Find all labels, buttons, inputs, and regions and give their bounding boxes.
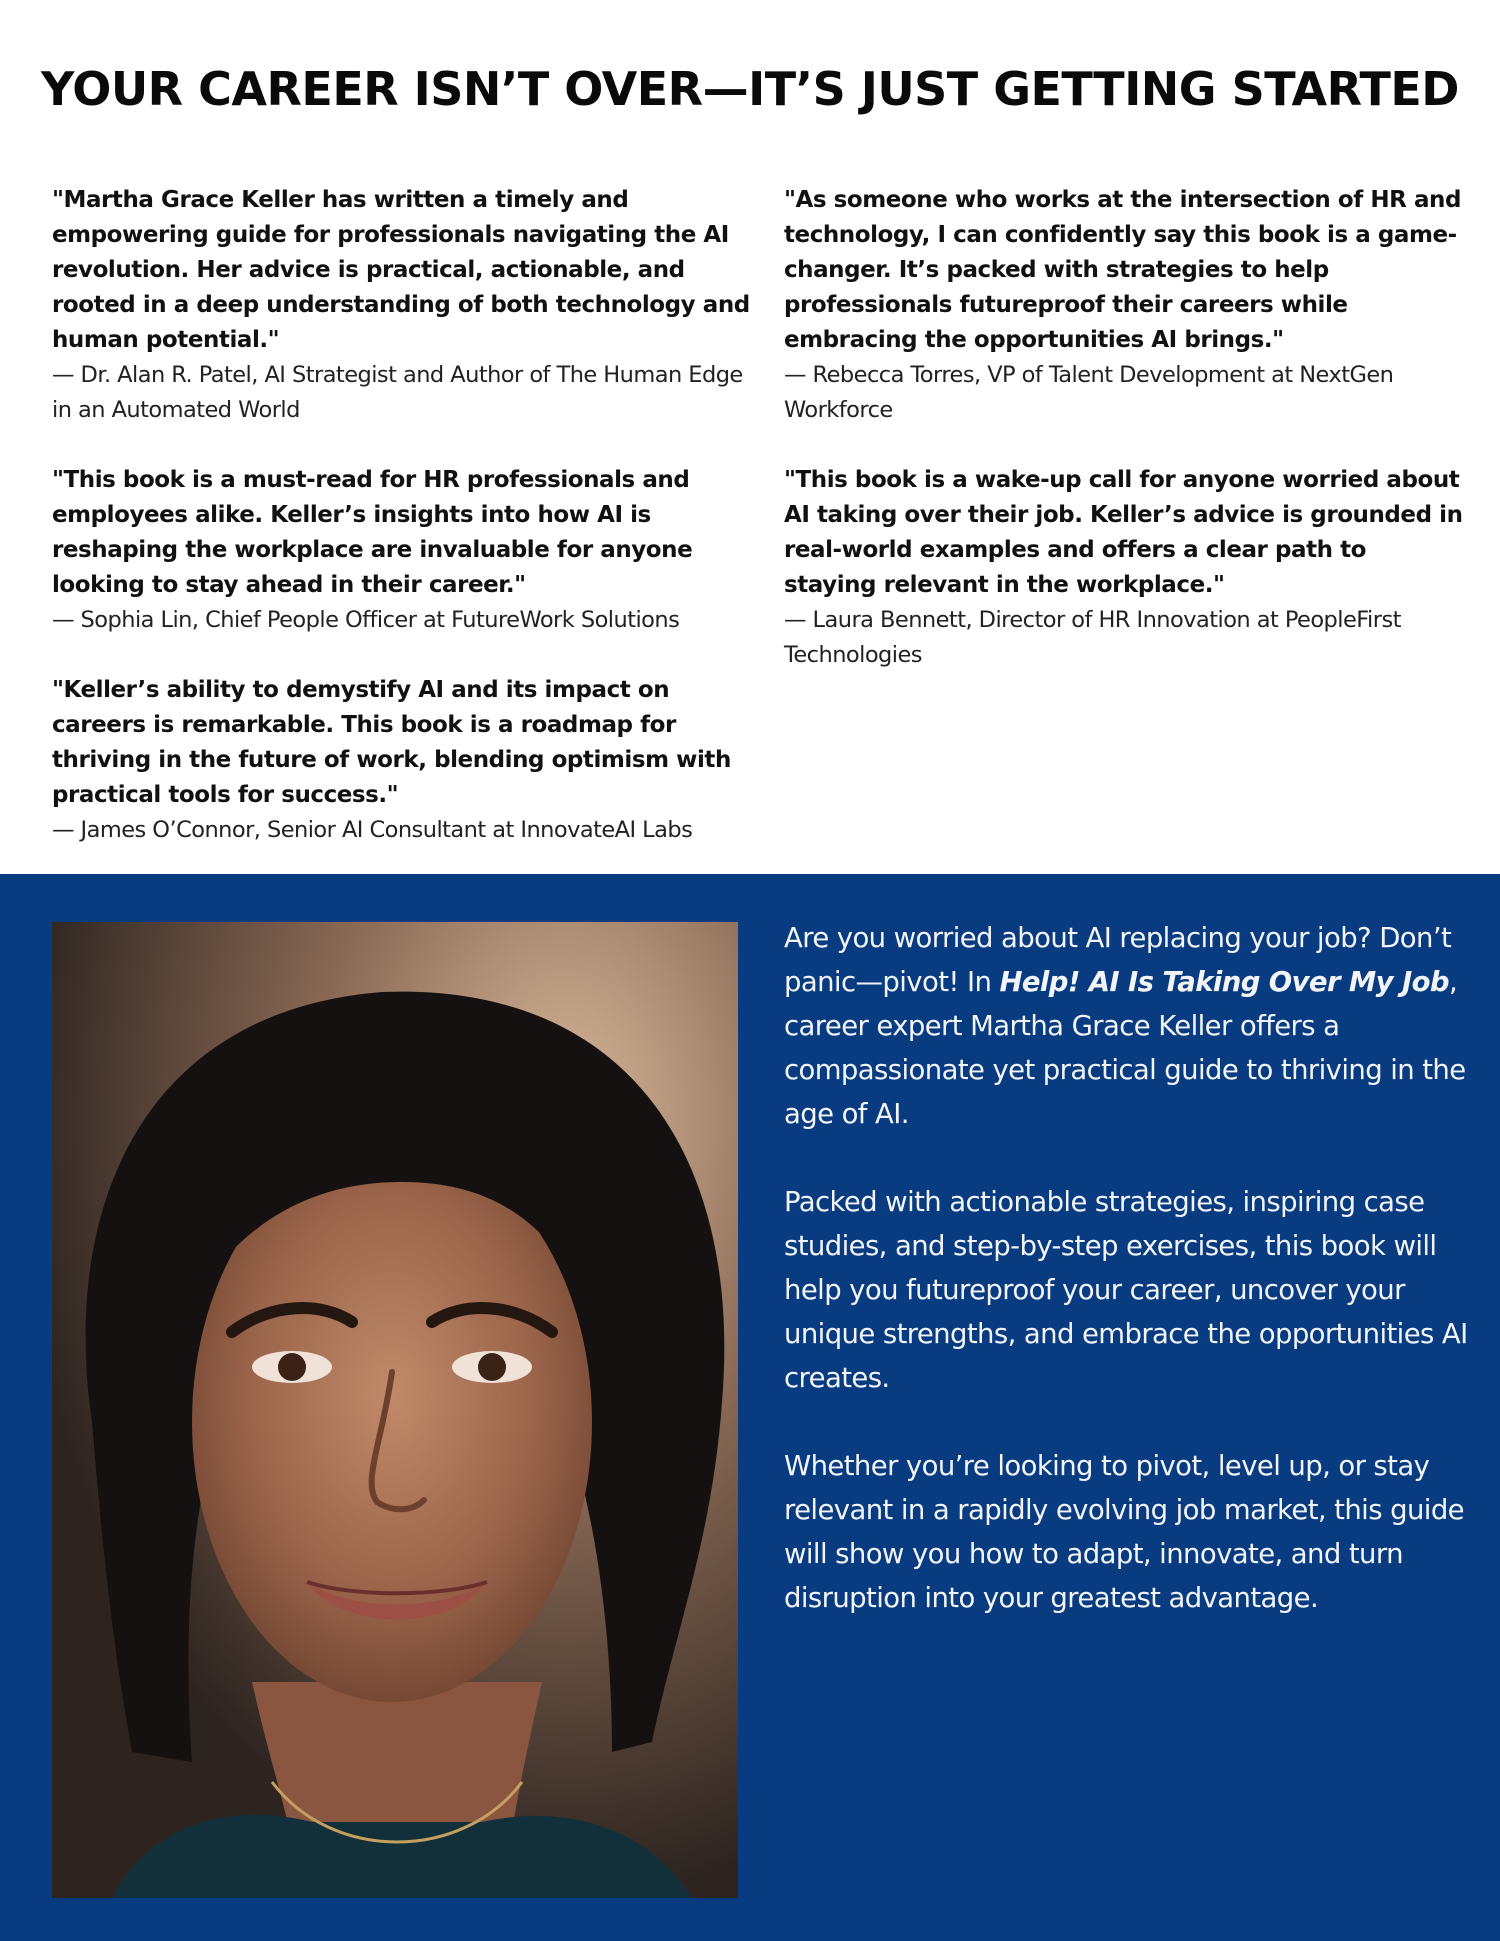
blurb-paragraph-3: Whether you’re looking to pivot, level up, or stay relevant in a rapidly evolving job market, this guide will show you how to adapt, innovate, and turn disruption into your greatest advantage.: [784, 1450, 1464, 1614]
testimonial-quote: "This book is a wake-up call for anyone worried about AI taking over their job. Keller’s advice is grounded in real-world examples and offers a clear path to staying relevant in the workplace.": [784, 467, 1463, 598]
testimonial: [52, 463, 752, 638]
testimonial-quote: "As someone who works at the intersection of HR and technology, I can confidently say this book is a game-changer. It’s packed with strategies to help professionals futureproof their careers while embracing the opportunities AI brings.": [784, 187, 1462, 353]
testimonial: [52, 183, 752, 428]
testimonial: [784, 463, 1464, 673]
testimonials-right-column: [784, 183, 1464, 708]
testimonial: [52, 673, 752, 848]
author-portrait-illustration: [52, 922, 738, 1898]
testimonial-attribution: — Dr. Alan R. Patel, AI Strategist and Author of The Human Edge in an Automated World: [52, 362, 743, 423]
testimonials-left-column: [52, 183, 752, 883]
testimonial: [784, 183, 1464, 428]
testimonial-attribution: — Laura Bennett, Director of HR Innovation at PeopleFirst Technologies: [784, 607, 1401, 668]
testimonial-quote: "Martha Grace Keller has written a timely and empowering guide for professionals navigating the AI revolution. Her advice is practical, actionable, and rooted in a deep understanding of both technology and human potential.": [52, 187, 750, 353]
author-portrait: [52, 922, 738, 1898]
testimonial-attribution: — Sophia Lin, Chief People Officer at FutureWork Solutions: [52, 607, 680, 633]
testimonial-quote: "This book is a must-read for HR professionals and employees alike. Keller’s insights into how AI is reshaping the workplace are invaluable for anyone looking to stay ahead in their career.": [52, 467, 693, 598]
blurb-paragraph-1: [784, 916, 1474, 1136]
testimonial-quote: "Keller’s ability to demystify AI and its impact on careers is remarkable. This book is a roadmap for thriving in the future of work, blending optimism with practical tools for success.": [52, 677, 731, 808]
blurb-p1-before: Are you worried about AI replacing your job? Don’t panic—pivot! In: [784, 922, 1452, 998]
testimonial-attribution: — Rebecca Torres, VP of Talent Development at NextGen Workforce: [784, 362, 1394, 423]
blurb-paragraph-2: Packed with actionable strategies, inspiring case studies, and step-by-step exercises, this book will help you futureproof your career, uncover your unique strengths, and embrace the opportunities AI creates.: [784, 1186, 1468, 1394]
book-description: [784, 916, 1474, 1664]
testimonial-attribution: — James O’Connor, Senior AI Consultant at InnovateAI Labs: [52, 817, 693, 843]
book-title: Help! AI Is Taking Over My Job: [999, 966, 1449, 998]
page-title: YOUR CAREER ISN’T OVER—IT’S JUST GETTING STARTED: [41, 62, 1459, 116]
blurb-p1-after: , career expert Martha Grace Keller offers a compassionate yet practical guide to thriving in the age of AI.: [784, 966, 1466, 1130]
